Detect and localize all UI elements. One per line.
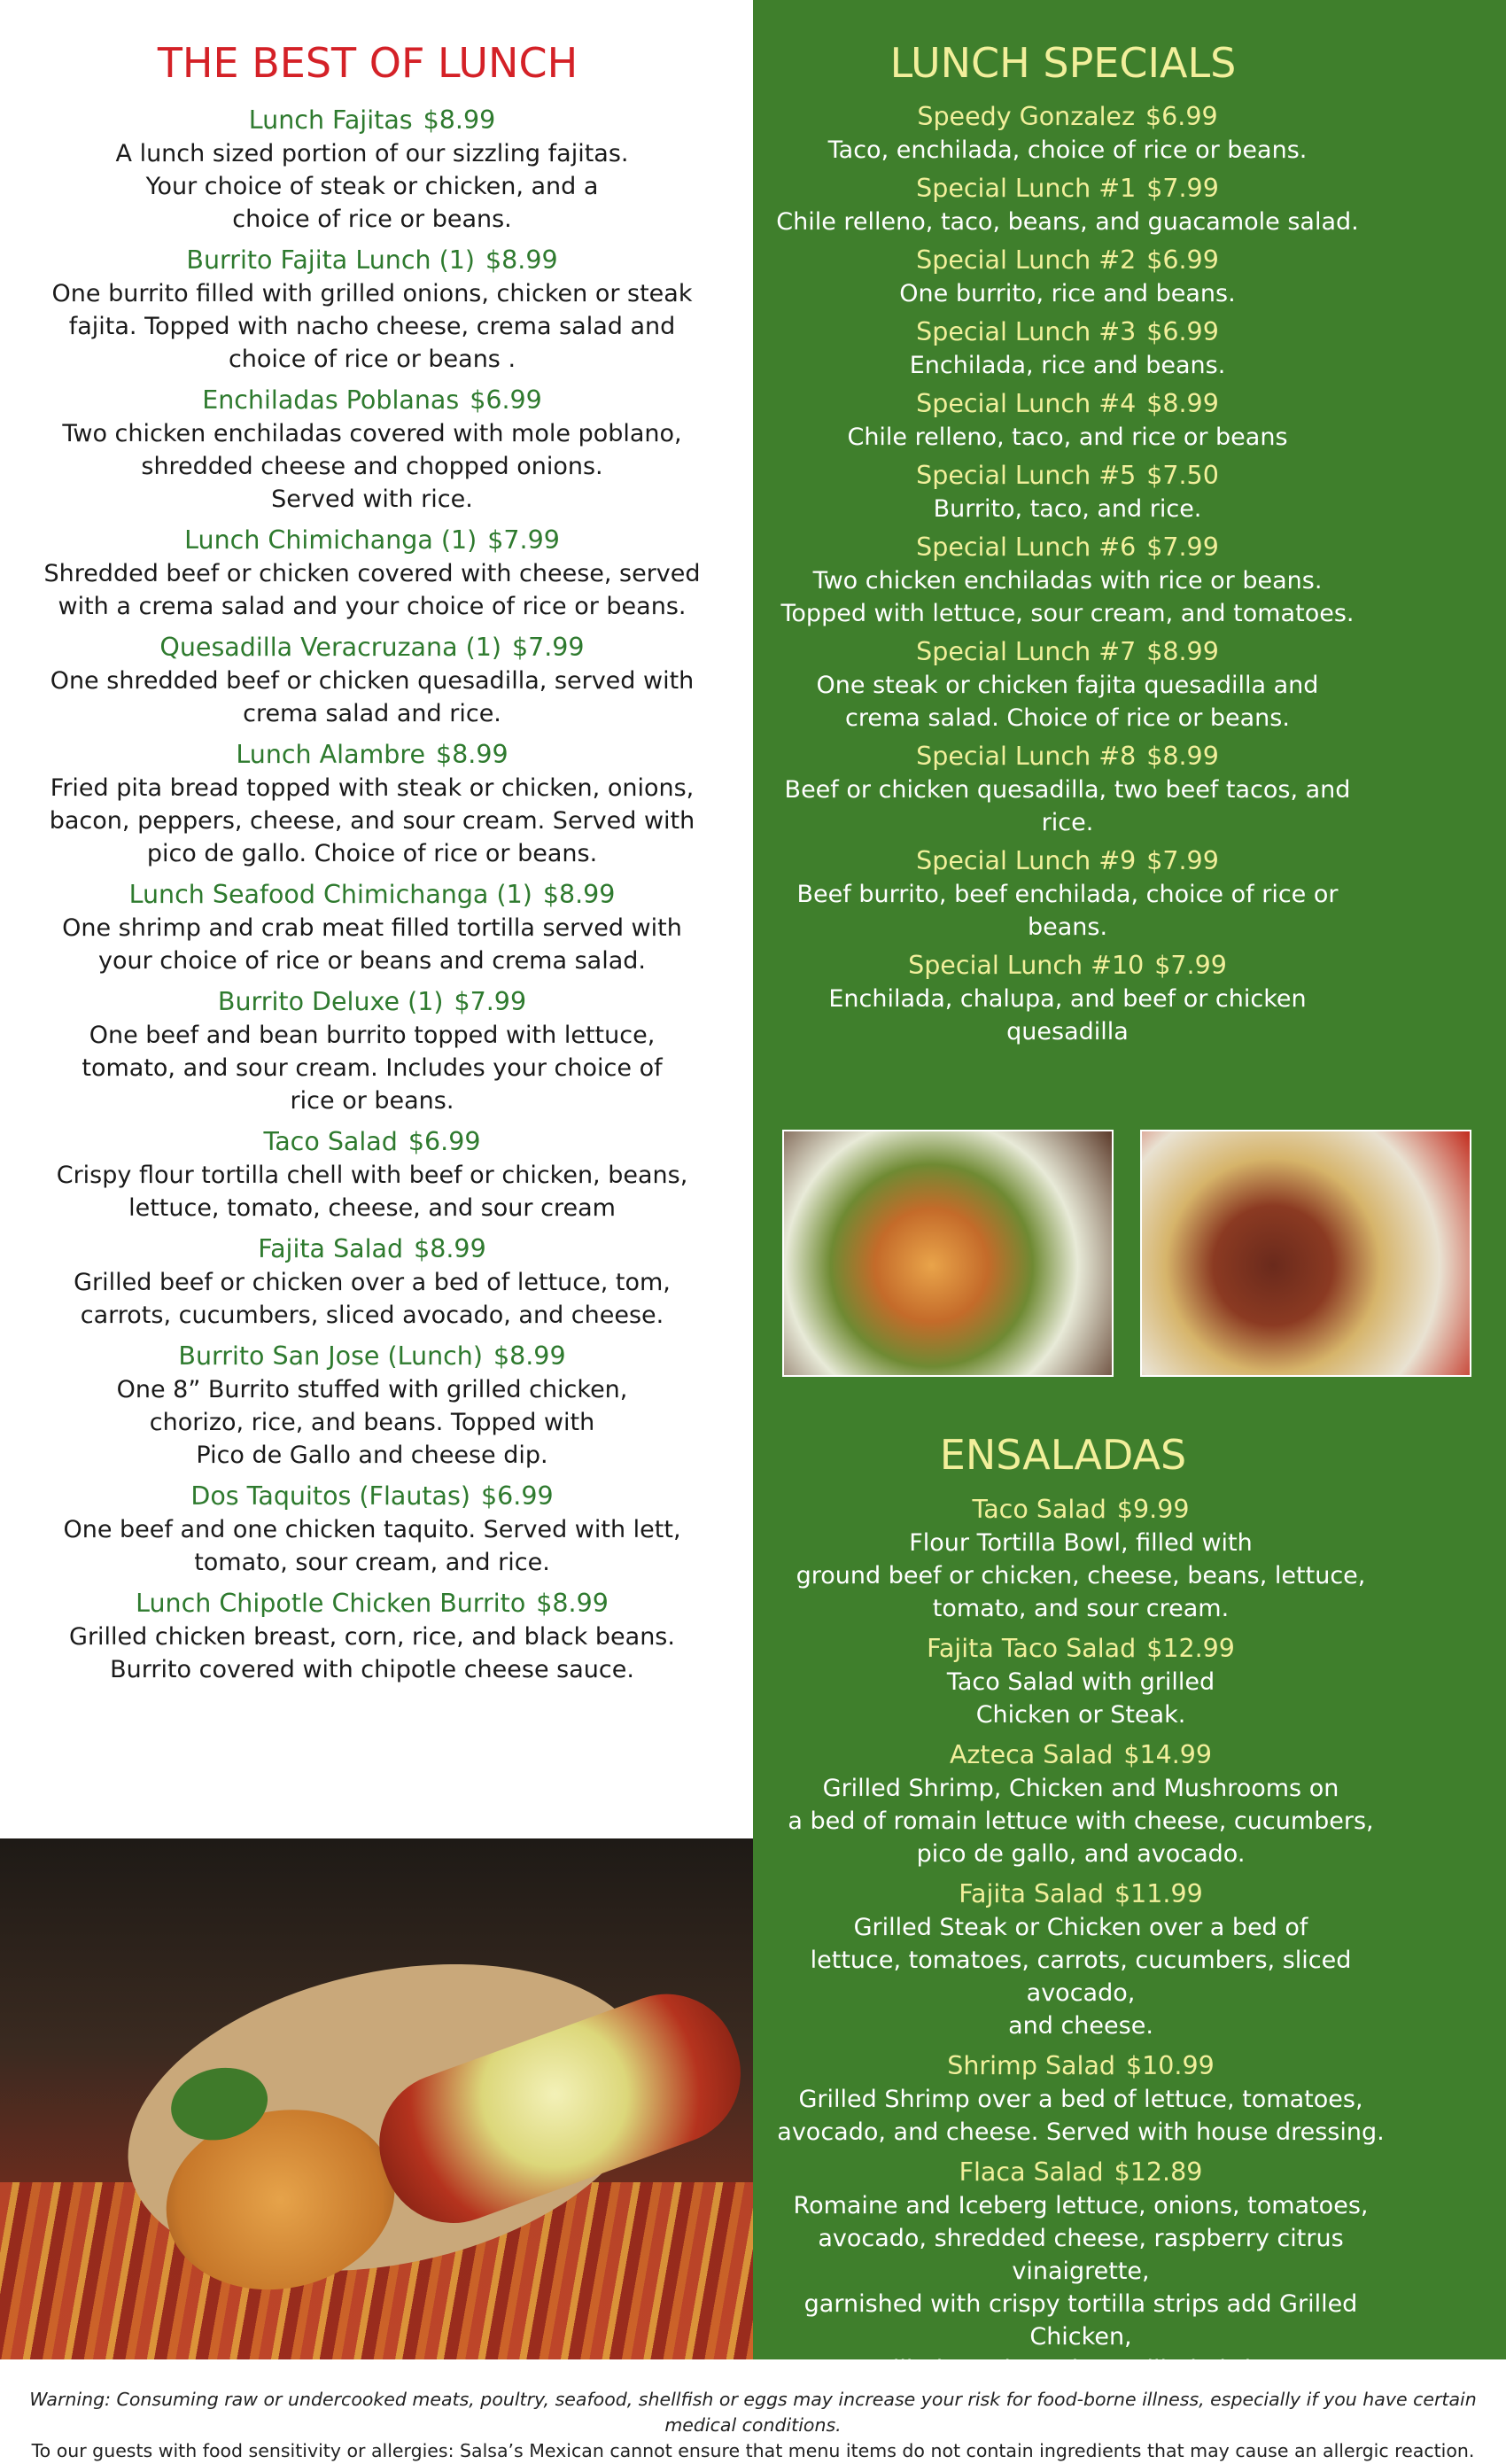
menu-item-title [771,635,1364,669]
menu-item-title [771,531,1364,564]
menu-item-description: One 8” Burrito stuffed with grilled chicken, [116,1376,628,1403]
menu-item-price: $12.89 [1114,2157,1203,2187]
menu-item-price: $7.50 [1146,461,1219,490]
menu-item-title [27,1125,718,1159]
menu-item-description: avocado, shredded cheese, raspberry citrus vinaigrette, [818,2225,1344,2285]
menu-item [27,878,718,977]
menu-item-description: Burrito covered with chipotle cheese sauce. [110,1656,634,1683]
menu-item-price: $6.99 [481,1481,554,1511]
menu-item-description: Beef burrito, beef enchilada, choice of rice or beans. [796,881,1339,941]
menu-item-title [771,2156,1391,2189]
menu-item-description: tomato, and sour cream. [932,1595,1230,1622]
menu-item-name: Special Lunch #5 [916,461,1137,490]
menu-item-description: rice or beans. [290,1087,454,1115]
menu-item-description: tomato, sour cream, and rice. [194,1549,550,1576]
menu-item-description: Two chicken enchiladas with rice or beans. [812,567,1323,595]
best-of-lunch-title: THE BEST OF LUNCH [157,39,578,87]
menu-item-description: crema salad. Choice of rice or beans. [845,704,1290,732]
ensaladas-list [771,1493,1391,2393]
menu-item-description: One shrimp and crab meat filled tortilla served with [62,914,682,942]
menu-item [27,738,718,870]
menu-item-description: Chicken or Steak. [975,1701,1186,1729]
menu-item-description: A lunch sized portion of our sizzling fajitas. [115,140,629,167]
menu-item-name: Special Lunch #4 [916,389,1137,418]
menu-item-description: chorizo, rice, and beans. Topped with [149,1409,595,1436]
menu-item-description: One burrito, rice and beans. [899,280,1236,307]
menu-item-title [27,631,718,665]
menu-item-name: Special Lunch #2 [916,245,1137,275]
menu-item-name: Special Lunch #8 [916,742,1137,771]
menu-item-name: Taco Salad [972,1495,1106,1524]
menu-item-price: $8.99 [485,245,558,275]
menu-item [771,740,1364,839]
menu-item-name: Special Lunch #7 [916,637,1137,666]
menu-item-description: Flour Tortilla Bowl, filled with [909,1529,1253,1557]
menu-item-description: Topped with lettuce, sour cream, and tomatoes. [780,600,1355,627]
menu-item-description: Grilled Shrimp over a bed of lettuce, tomatoes, [798,2086,1363,2113]
menu-item-name: Speedy Gonzalez [917,102,1136,131]
menu-item-title [771,740,1364,773]
menu-item-price: $8.99 [436,740,508,769]
menu-item-description: Chile relleno, taco, and rice or beans [847,424,1288,451]
menu-item-name: Dos Taquitos (Flautas) [190,1481,470,1511]
menu-item-description: Grilled Steak or Chicken over a bed of [853,1914,1308,1941]
menu-item-name: Fajita Salad [258,1234,404,1263]
menu-item-name: Special Lunch #9 [916,846,1137,875]
menu-item-price: $7.99 [487,525,560,555]
menu-item-description: Fried pita bread topped with steak or chicken, onions, [50,774,695,802]
menu-item-price: $8.99 [1146,389,1219,418]
menu-item-title [27,1340,718,1373]
menu-item-price: $8.99 [542,880,616,909]
menu-item-description: Your choice of steak or chicken, and a [145,173,599,200]
menu-item-title [27,878,718,912]
menu-item-description: garnished with crispy tortilla strips add Grilled Chicken, [803,2290,1358,2351]
menu-item-description: Served with rice. [271,486,473,513]
menu-item-name: Azteca Salad [949,1740,1114,1769]
menu-item-price: $8.99 [423,105,496,135]
menu-item-title [771,949,1364,983]
menu-item-name: Lunch Chimichanga (1) [184,525,477,555]
menu-item-title [27,104,718,137]
menu-item [771,100,1364,167]
menu-item-name: Special Lunch #6 [916,532,1137,562]
menu-item-title [771,315,1364,349]
menu-item-name: Enchiladas Poblanas [202,385,460,415]
menu-item-description: One shredded beef or chicken quesadilla, served with [50,667,695,695]
menu-item-price: $10.99 [1126,2051,1215,2080]
menu-item [27,244,718,376]
menu-item-description: bacon, peppers, cheese, and sour cream. Served with [49,807,695,835]
menu-item-price: $8.99 [493,1341,566,1371]
menu-item [771,1877,1391,2042]
menu-item-description: Pico de Gallo and cheese dip. [196,1442,548,1469]
menu-item-description: avocado, and cheese. Served with house dressing. [777,2118,1385,2146]
menu-item-description: One beef and bean burrito topped with lettuce, [89,1022,656,1049]
menu-item-description: shredded cheese and chopped onions. [141,453,603,480]
menu-item-title [771,244,1364,277]
menu-item-description: fajita. Topped with nacho cheese, crema salad and [68,313,676,340]
menu-item [27,1232,718,1332]
menu-item-title [771,459,1364,493]
menu-item-name: Burrito Fajita Lunch (1) [186,245,475,275]
menu-item-description: choice of rice or beans . [228,346,516,373]
lunch-specials-title: LUNCH SPECIALS [889,39,1237,87]
menu-item-title [771,387,1364,421]
menu-item-description: Enchilada, chalupa, and beef or chicken quesadilla [828,985,1307,1045]
menu-item-description: Enchilada, rice and beans. [909,352,1226,379]
menu-item-title [771,1877,1391,1911]
menu-item-name: Flaca Salad [959,2157,1104,2187]
best-of-lunch-column [0,0,753,1838]
best-of-lunch-list [27,104,718,1694]
menu-item-price: $6.99 [1146,245,1219,275]
menu-item-description: Grilled Shrimp, Chicken and Mushrooms on [822,1775,1339,1802]
menu-item-name: Burrito San Jose (Lunch) [178,1341,483,1371]
menu-item-title [27,524,718,557]
menu-item-title [771,2049,1391,2083]
menu-item-description: Grilled chicken breast, corn, rice, and black beans. [69,1623,675,1651]
menu-item-name: Lunch Chipotle Chicken Burrito [136,1589,526,1618]
menu-item-name: Fajita Taco Salad [927,1634,1137,1663]
menu-item [771,459,1364,525]
menu-item-description: One burrito filled with grilled onions, chicken or steak [51,280,693,307]
menu-item-price: $12.99 [1146,1634,1235,1663]
menu-item-description: tomato, and sour cream. Includes your choice of [82,1054,663,1082]
menu-item [27,631,718,730]
menu-item-price: $7.99 [1146,532,1219,562]
menu-item-title [771,1738,1391,1772]
menu-item [771,2156,1391,2386]
menu-item-description: Shredded beef or chicken covered with cheese, served [43,560,701,587]
menu-item-description: lettuce, tomatoes, carrots, cucumbers, sliced avocado, [810,1947,1352,2007]
menu-item-name: Lunch Fajitas [248,105,413,135]
menu-item-price: $9.99 [1116,1495,1190,1524]
menu-item-price: $8.99 [1146,742,1219,771]
menu-item-price: $14.99 [1123,1740,1213,1769]
menu-item [771,1493,1391,1625]
menu-item-price: $6.99 [470,385,542,415]
menu-item-price: $7.99 [1154,951,1227,980]
menu-item [27,1587,718,1686]
menu-item-description: and cheese. [1008,2012,1153,2040]
menu-item [771,387,1364,454]
menu-item-title [771,1493,1391,1527]
menu-item-name: Special Lunch #10 [908,951,1145,980]
menu-item [771,244,1364,310]
menu-item-name: Fajita Salad [959,1879,1105,1908]
menu-item [27,384,718,516]
menu-item [771,172,1364,238]
menu-item-description: a bed of romain lettuce with cheese, cucumbers, [788,1807,1374,1835]
menu-item-price: $6.99 [408,1127,481,1156]
menu-item-description: crema salad and rice. [243,700,501,727]
menu-item-name: Special Lunch #1 [916,174,1137,203]
enchilada-plate-photo [1140,1130,1471,1377]
menu-item [27,1340,718,1472]
menu-item-price: $8.99 [1146,637,1219,666]
menu-item-description: ground beef or chicken, cheese, beans, lettuce, [796,1562,1366,1590]
menu-item-name: Quesadilla Veracruzana (1) [159,633,501,662]
menu-item [771,315,1364,382]
menu-item-title [771,100,1364,134]
menu-item-title [771,844,1364,878]
menu-item-description: Chile relleno, taco, beans, and guacamole salad. [776,208,1359,236]
menu-item-name: Lunch Seafood Chimichanga (1) [128,880,532,909]
menu-item-description: with a crema salad and your choice of rice or beans. [58,593,687,620]
menu-item [771,635,1364,735]
menu-item-title [27,244,718,277]
menu-item-description: pico de gallo. Choice of rice or beans. [146,840,598,867]
menu-item [27,1125,718,1224]
menu-item-name: Burrito Deluxe (1) [217,987,444,1016]
menu-item-title [27,384,718,417]
menu-item-name: Special Lunch #3 [916,317,1137,346]
menu-item-title [27,1587,718,1621]
menu-item-description: pico de gallo, and avocado. [916,1840,1246,1868]
allergy-notice: To our guests with food sensitivity or allergies: Salsa’s Mexican cannot ensure that menu items do not contain ingredients that may cause an allergic reaction. [31,2440,1475,2461]
menu-item [771,2049,1391,2149]
menu-item-name: Lunch Alambre [236,740,426,769]
menu-item-description: Burrito, taco, and rice. [933,495,1202,523]
menu-item-description: Two chicken enchiladas covered with mole poblano, [62,420,682,447]
menu-item-price: $8.99 [536,1589,609,1618]
lunch-specials-list [771,100,1364,1053]
menu-item-price: $7.99 [1146,846,1219,875]
menu-item-description: One steak or chicken fajita quesadilla and [816,672,1319,699]
menu-item-price: $7.99 [511,633,585,662]
menu-item [771,949,1364,1048]
menu-item-description: One beef and one chicken taquito. Served with lett, [63,1516,681,1543]
menu-item-price: $7.99 [454,987,527,1016]
menu-item-name: Shrimp Salad [947,2051,1115,2080]
menu-item-description: your choice of rice or beans and crema salad. [98,947,646,975]
menu-item [27,1480,718,1579]
menu-item-title [27,985,718,1019]
menu-item-description: Beef or chicken quesadilla, two beef tacos, and rice. [784,776,1351,836]
menu-item-name: Taco Salad [263,1127,398,1156]
menu-item [27,104,718,236]
menu-item-price: $8.99 [414,1234,486,1263]
menu-item-description: Romaine and Iceberg lettuce, onions, tomatoes, [793,2192,1369,2219]
shrimp-salad-photo [782,1130,1114,1377]
ensaladas-title: ENSALADAS [939,1431,1187,1479]
menu-item-price: $6.99 [1145,102,1218,131]
menu-item [771,1738,1391,1870]
menu-item [27,985,718,1117]
menu-item-description: Taco, enchilada, choice of rice or beans. [827,136,1308,164]
menu-item-price: $11.99 [1114,1879,1203,1908]
menu-item [771,1632,1391,1731]
menu-item [771,531,1364,630]
menu-item-description: Grilled beef or chicken over a bed of lettuce, tom, [74,1269,671,1296]
menu-item-title [27,1232,718,1266]
menu-item-title [771,172,1364,206]
menu-item-description: Taco Salad with grilled [946,1668,1215,1696]
menu-item-title [27,1480,718,1513]
menu-item-description: choice of rice or beans. [232,206,512,233]
menu-item [27,524,718,623]
menu-item-price: $6.99 [1146,317,1219,346]
menu-item-description: Crispy flour tortilla chell with beef or chicken, beans, [56,1162,688,1189]
menu-item-title [27,738,718,772]
footer [0,2359,1506,2459]
menu-item-description: lettuce, tomato, cheese, and sour cream [128,1194,616,1222]
menu-item-description: carrots, cucumbers, sliced avocado, and cheese. [80,1302,664,1329]
menu-item-price: $7.99 [1146,174,1219,203]
menu-item [771,844,1364,944]
menu-item-title [771,1632,1391,1666]
health-warning: Warning: Consuming raw or undercooked meats, poultry, seafood, shellfish or eggs may increase your risk for food-borne illness, especially if you have certain medical conditions. [29,2389,1477,2436]
enchiladas-rice-photo [0,1838,753,2359]
